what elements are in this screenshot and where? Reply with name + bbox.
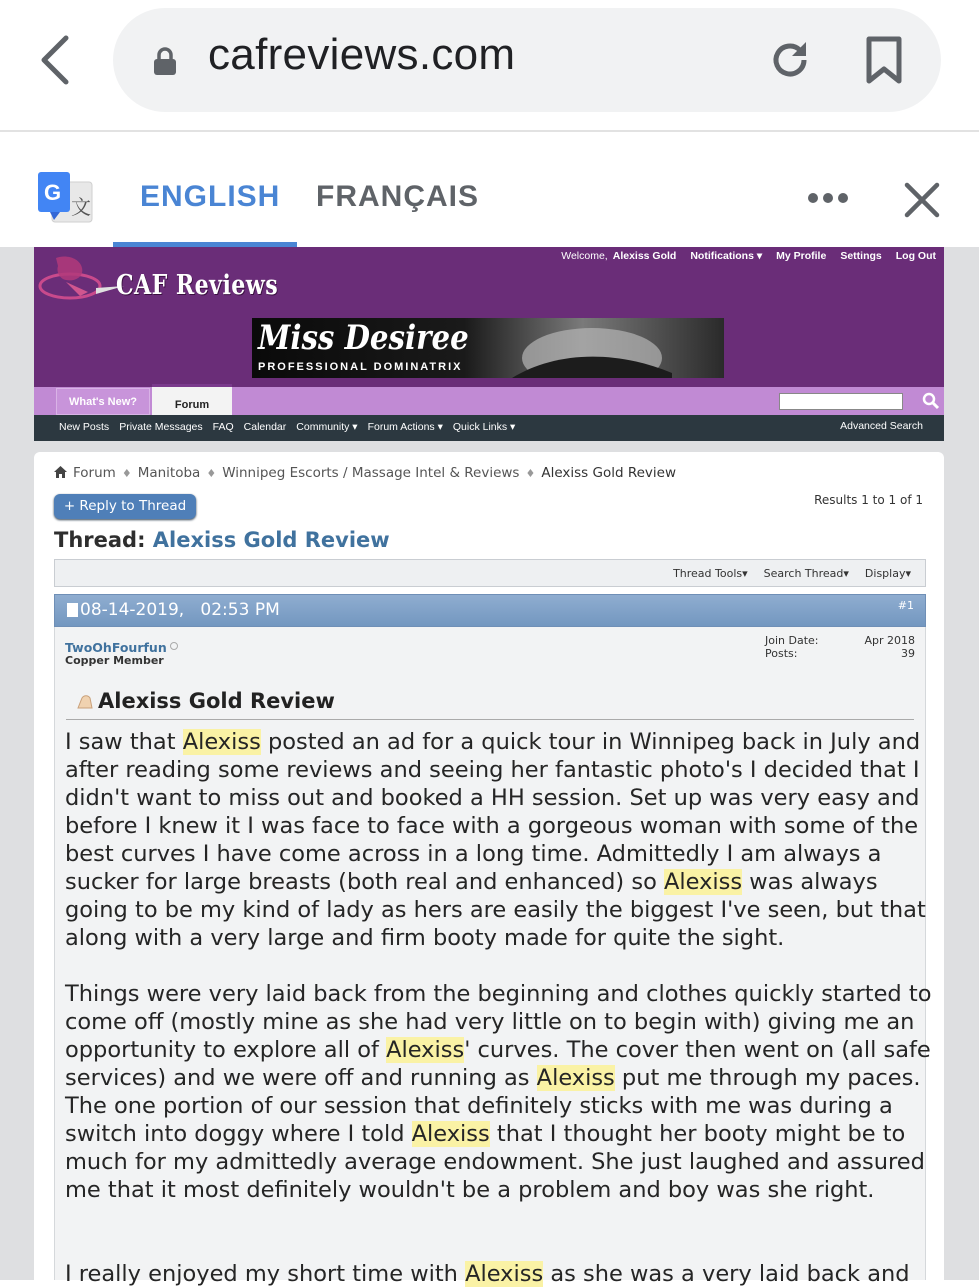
- post-paragraph-3: I really enjoyed my short time with Alexiss as she was a very laid back and: [65, 1261, 910, 1287]
- post-paragraph-1: I saw that Alexiss posted an ad for a quick tour in Winnipeg back in July and after reading some reviews and seeing her fantastic photo's I decided that I didn't want to miss out and booked a HH session. Set up was very easy and before I knew it I was face to face with a gorgeous woman with some of the best curves I have come across in a long time. Admittedly I am always a sucker for large breasts (both real and enhanced) so Alexiss was always going to be my kind of lady as hers are easily the biggest I've seen, but that along with a very large and firm booty made for quite the sight.: [65, 729, 926, 951]
- user-stats-values: [864, 634, 915, 660]
- join-date-label: Join Date:: [765, 634, 819, 647]
- bookmark-icon[interactable]: [864, 36, 904, 84]
- user-stats-labels: [765, 634, 819, 660]
- breadcrumb-current: Alexiss Gold Review: [541, 465, 676, 481]
- breadcrumb-manitoba[interactable]: Manitoba: [137, 465, 201, 481]
- reload-icon[interactable]: [768, 38, 812, 82]
- highlighted-term: Alexiss: [664, 869, 743, 895]
- join-date-value: Apr 2018: [864, 634, 915, 647]
- post-divider: [66, 719, 914, 720]
- highlighted-term: Alexiss: [411, 1121, 490, 1147]
- breadcrumb-separator-icon: ♦: [121, 467, 132, 480]
- tab-english[interactable]: ENGLISH: [140, 180, 281, 213]
- post-number-link[interactable]: #1: [897, 599, 914, 612]
- breadcrumb-separator-icon: ♦: [525, 467, 536, 480]
- tab-forum[interactable]: Forum: [152, 384, 232, 416]
- back-arrow-icon[interactable]: [36, 30, 76, 90]
- reply-to-thread-button[interactable]: + Reply to Thread: [54, 494, 196, 519]
- google-translate-icon: [38, 172, 94, 228]
- results-count: Results 1 to 1 of 1: [814, 493, 923, 507]
- close-icon[interactable]: [902, 180, 942, 220]
- thread-title-text: Alexiss Gold Review: [152, 528, 390, 552]
- author-rank: Copper Member: [65, 654, 164, 667]
- banner-subtitle: PROFESSIONAL DOMINATRIX: [258, 361, 463, 373]
- search-thread-menu[interactable]: Search Thread▾: [763, 567, 849, 580]
- subnav-community[interactable]: Community ▾: [296, 421, 358, 433]
- post-time-value: 02:53 PM: [200, 600, 280, 620]
- posts-count-value: 39: [901, 647, 915, 660]
- tab-french[interactable]: FRANÇAIS: [316, 180, 479, 213]
- home-icon[interactable]: [54, 466, 67, 478]
- url-text[interactable]: cafreviews.com: [208, 30, 516, 79]
- highlighted-term: Alexiss: [182, 729, 261, 755]
- thread-title-prefix: Thread:: [54, 528, 146, 552]
- site-logo-text[interactable]: CAF Reviews: [116, 270, 279, 301]
- post-icon: [67, 603, 78, 617]
- sub-nav-links: [59, 421, 525, 433]
- user-nav: Welcome, Alexiss Gold Notifications ▾ My Profile Settings Log Out: [561, 250, 936, 262]
- subnav-quick-links[interactable]: Quick Links ▾: [452, 421, 516, 433]
- svg-text:文: 文: [71, 195, 91, 219]
- logo-emblem-icon: [36, 252, 126, 304]
- highlighted-term: Alexiss: [465, 1261, 544, 1287]
- welcome-label: Welcome,: [561, 250, 608, 262]
- lock-icon: [152, 46, 178, 76]
- breadcrumb-forum[interactable]: Forum: [73, 465, 116, 481]
- thread-tools-menu[interactable]: Thread Tools▾: [673, 567, 748, 580]
- breadcrumb-separator-icon: ♦: [206, 467, 217, 480]
- tab-whats-new[interactable]: What's New?: [56, 388, 150, 415]
- post-date-value: 08-14-2019,: [80, 600, 185, 620]
- subnav-calendar[interactable]: Calendar: [243, 421, 287, 433]
- thread-title: [54, 528, 390, 552]
- username-link[interactable]: Alexiss Gold: [612, 250, 677, 262]
- breadcrumb-winnipeg[interactable]: Winnipeg Escorts / Massage Intel & Reviews: [222, 465, 520, 481]
- post-author-link[interactable]: TwoOhFourfun: [65, 640, 167, 655]
- posts-label: Posts:: [765, 647, 798, 660]
- post-title: Alexiss Gold Review: [98, 689, 335, 713]
- offline-status-icon: [170, 642, 178, 650]
- settings-link[interactable]: Settings: [840, 250, 882, 262]
- breadcrumb: [54, 465, 676, 481]
- search-icon[interactable]: [921, 390, 941, 412]
- subnav-faq[interactable]: FAQ: [212, 421, 234, 433]
- search-input[interactable]: [779, 393, 903, 410]
- advanced-search-link[interactable]: Advanced Search: [840, 420, 923, 432]
- subnav-private-messages[interactable]: Private Messages: [119, 421, 203, 433]
- svg-text:G: G: [44, 180, 62, 205]
- logout-link[interactable]: Log Out: [895, 250, 936, 262]
- display-menu[interactable]: Display▾: [864, 567, 911, 580]
- banner-title: Miss Desiree: [258, 318, 469, 358]
- subnav-forum-actions[interactable]: Forum Actions ▾: [367, 421, 443, 433]
- thread-tools: [657, 567, 911, 580]
- post-title-icon: [76, 694, 94, 710]
- highlighted-term: Alexiss: [536, 1065, 615, 1091]
- my-profile-link[interactable]: My Profile: [776, 250, 827, 262]
- subnav-new-posts[interactable]: New Posts: [59, 421, 110, 433]
- post-paragraph-2: Things were very laid back from the beginning and clothes quickly started to come off (mostly mine as she had very little on to begin with) giving me an opportunity to explore all of Alexiss' curves. The cover then went on (all safe services) and we were off and running as Alexiss put me through my paces. The one portion of our session that definitely sticks with me was during a switch into doggy where I told Alexiss that I thought her booty might be to much for my admittedly average endowment. She just laughed and assured me that it most definitely wouldn't be a problem and boy was she right.: [65, 981, 932, 1203]
- highlighted-term: Alexiss: [386, 1037, 465, 1063]
- post-date: [80, 600, 280, 620]
- notifications-link[interactable]: Notifications: [690, 250, 754, 262]
- more-options-icon[interactable]: [806, 190, 850, 206]
